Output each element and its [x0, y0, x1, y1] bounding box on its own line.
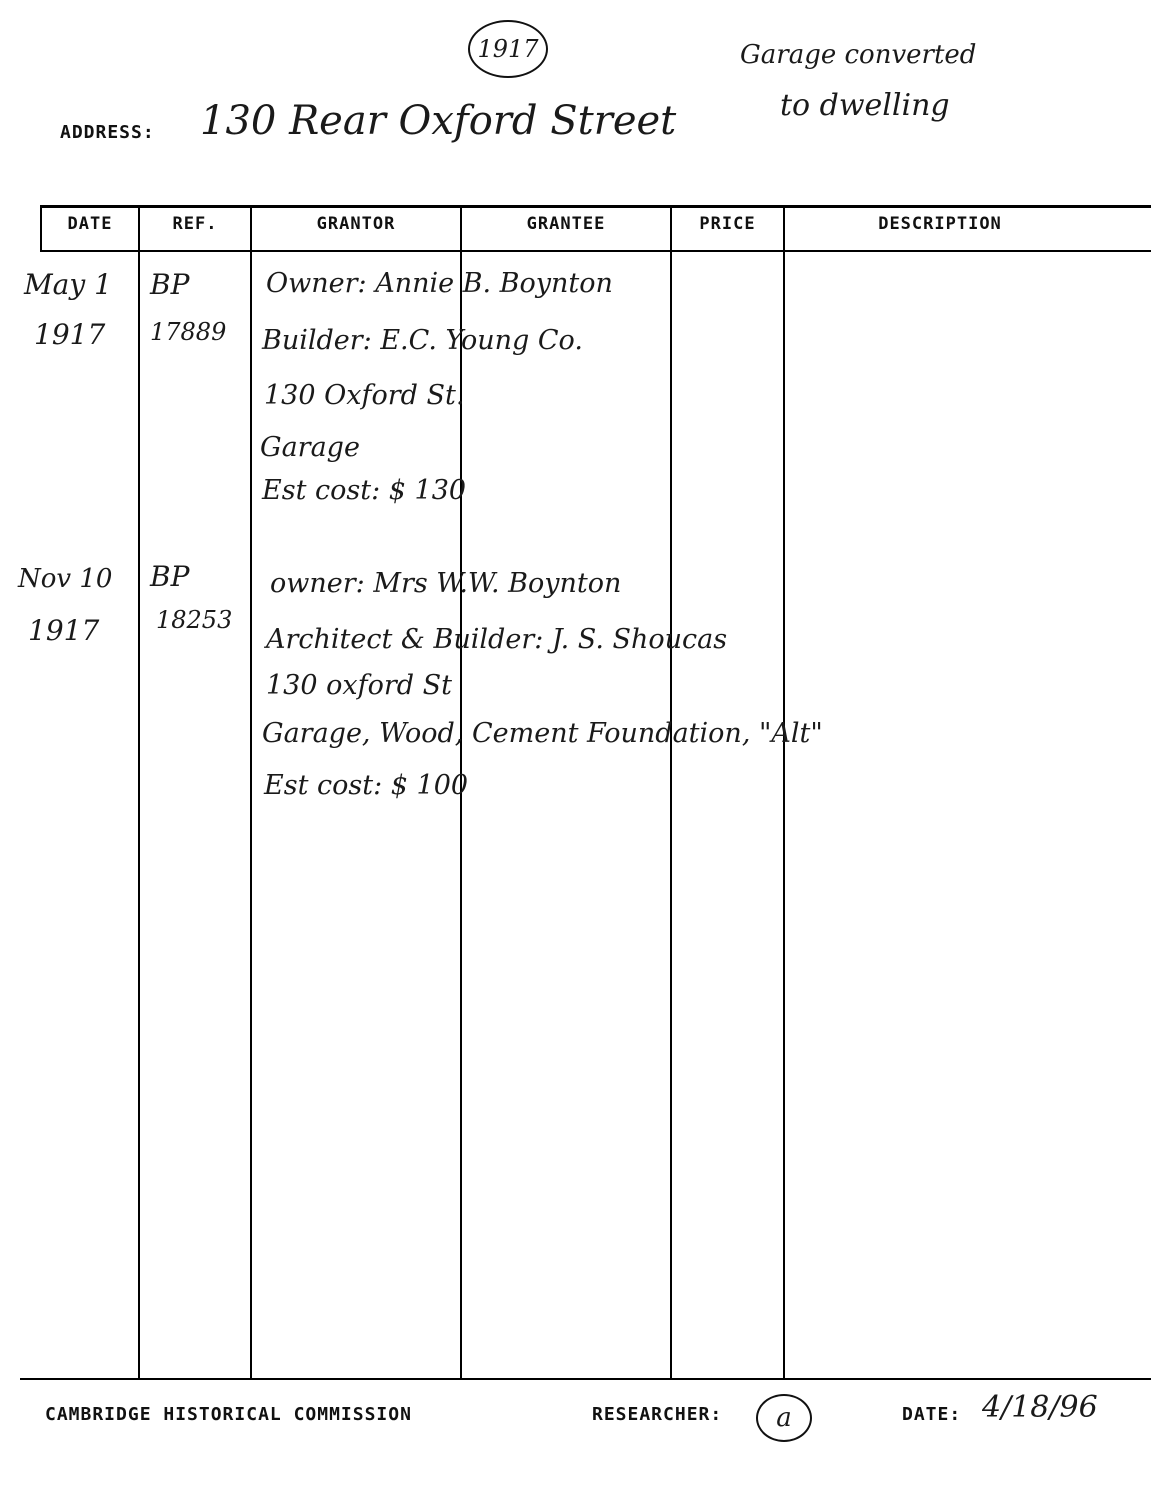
researcher-label: RESEARCHER:: [592, 1404, 723, 1425]
date-value: 4/18/96: [982, 1390, 1098, 1425]
commission-name: CAMBRIDGE HISTORICAL COMMISSION: [45, 1404, 412, 1425]
address-label: ADDRESS:: [60, 122, 155, 143]
column-header-grantor: GRANTOR: [316, 214, 396, 234]
researcher-initial: a: [756, 1394, 812, 1442]
entry-line: Est cost: $ 100: [264, 770, 469, 801]
column-header-description: DESCRIPTION: [878, 214, 1002, 234]
entry-line: Garage, Wood, Cement Foundation, "Alt": [262, 718, 823, 749]
entry-line: Owner: Annie B. Boynton: [266, 268, 613, 299]
column-header-grantee: GRANTEE: [526, 214, 606, 234]
table-bottom-rule: [20, 1378, 1151, 1380]
entry-date-line1: Nov 10: [18, 564, 113, 594]
entry-date-line2: 1917: [28, 614, 100, 647]
entry-line: Architect & Builder: J. S. Shoucas: [266, 624, 728, 655]
address-value: 130 Rear Oxford Street: [200, 98, 677, 144]
entry-line: 130 Oxford St.: [264, 380, 465, 411]
column-divider-date-ref: [138, 205, 140, 1380]
column-divider-ref-grantor: [250, 205, 252, 1380]
table-header-rule: [40, 250, 1151, 252]
entry-line: Est cost: $ 130: [262, 475, 467, 506]
margin-note-line2: to dwelling: [780, 88, 950, 123]
date-label: DATE:: [902, 1404, 962, 1425]
entry-date-line1: May 1: [24, 268, 112, 301]
column-header-price: PRICE: [699, 214, 756, 234]
table-top-rule: [40, 205, 1151, 208]
entry-ref-line2: 17889: [150, 318, 227, 346]
column-header-ref: REF.: [172, 214, 218, 234]
entry-line: owner: Mrs W.W. Boynton: [270, 568, 622, 599]
column-divider-price-description: [783, 205, 785, 1380]
entry-line: Garage: [260, 432, 360, 463]
entry-line: Builder: E.C. Young Co.: [262, 325, 583, 356]
entry-ref-line1: BP: [150, 560, 190, 593]
column-header-date: DATE: [67, 214, 113, 234]
entry-line: 130 oxford St: [266, 670, 452, 701]
margin-note-line1: Garage converted: [740, 40, 977, 70]
entry-ref-line1: BP: [150, 268, 190, 301]
entry-date-line2: 1917: [34, 318, 106, 351]
year-mark: 1917: [468, 20, 548, 78]
entry-ref-line2: 18253: [156, 606, 233, 634]
column-divider-grantee-price: [670, 205, 672, 1380]
